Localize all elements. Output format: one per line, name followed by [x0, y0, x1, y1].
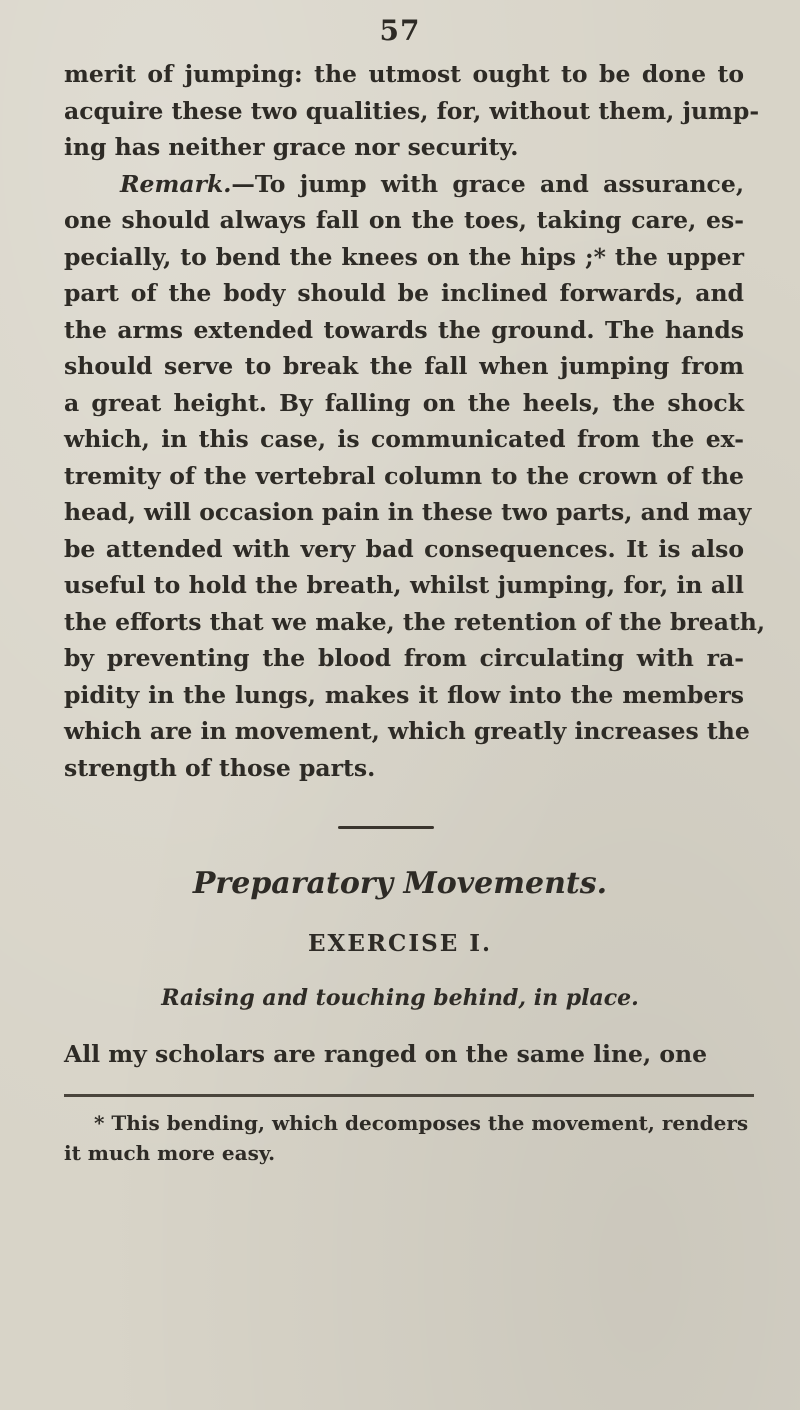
page-number: 57 — [379, 14, 421, 47]
text-line: the arms extended towards the ground. The hands — [64, 315, 744, 344]
text-line: a great height. By falling on the heels, the shock — [64, 388, 744, 417]
text-line: strength of those parts. — [64, 753, 376, 782]
body-text — [64, 56, 766, 786]
footnote — [64, 1108, 754, 1168]
remark-label: Remark. — [120, 169, 232, 198]
footnote-rule — [64, 1094, 754, 1097]
text-line: which, in this case, is communicated from the ex- — [64, 425, 744, 453]
footnote-line: * This bending, which decomposes the movement, renders — [94, 1111, 749, 1135]
text-line: merit of jumping: the utmost ought to be done to — [64, 60, 744, 88]
text-line: pecially, to bend the knees on the hips ;* the upper — [64, 242, 744, 271]
exercise-subtitle: Raising and touching behind, in place. — [161, 985, 639, 1011]
text-line: by preventing the blood from circulating with ra- — [64, 644, 744, 672]
text-line: the efforts that we make, the retention of the breath, — [64, 607, 766, 636]
text-line: useful to hold the breath, whilst jumping, for, in all — [64, 571, 744, 599]
remark-line — [64, 166, 744, 203]
exercise-text: All my scholars are ranged on the same line, one — [64, 1040, 708, 1068]
text-line: should serve to break the fall when jumping from — [64, 352, 744, 380]
text-line: part of the body should be inclined forwards, and — [64, 279, 744, 307]
section-divider — [338, 826, 434, 829]
exercise-heading: EXERCISE I. — [308, 930, 492, 957]
text-line: tremity of the vertebral column to the crown of the — [64, 461, 744, 490]
text-line: pidity in the lungs, makes it flow into the members — [64, 680, 744, 709]
text-line: be attended with very bad consequences. It is also — [64, 534, 744, 563]
remark-text: —To jump with grace and assurance, — [231, 169, 744, 198]
text-line: ing has neither grace nor security. — [64, 133, 519, 161]
text-line: acquire these two qualities, for, without them, jump- — [64, 96, 760, 125]
text-line: head, will occasion pain in these two parts, and may — [64, 498, 752, 526]
text-line: one should always fall on the toes, taking care, es- — [64, 206, 744, 234]
text-line: which are in movement, which greatly increases the — [64, 717, 750, 745]
footnote-line: it much more easy. — [64, 1141, 276, 1165]
section-title: Preparatory Movements. — [192, 866, 608, 901]
